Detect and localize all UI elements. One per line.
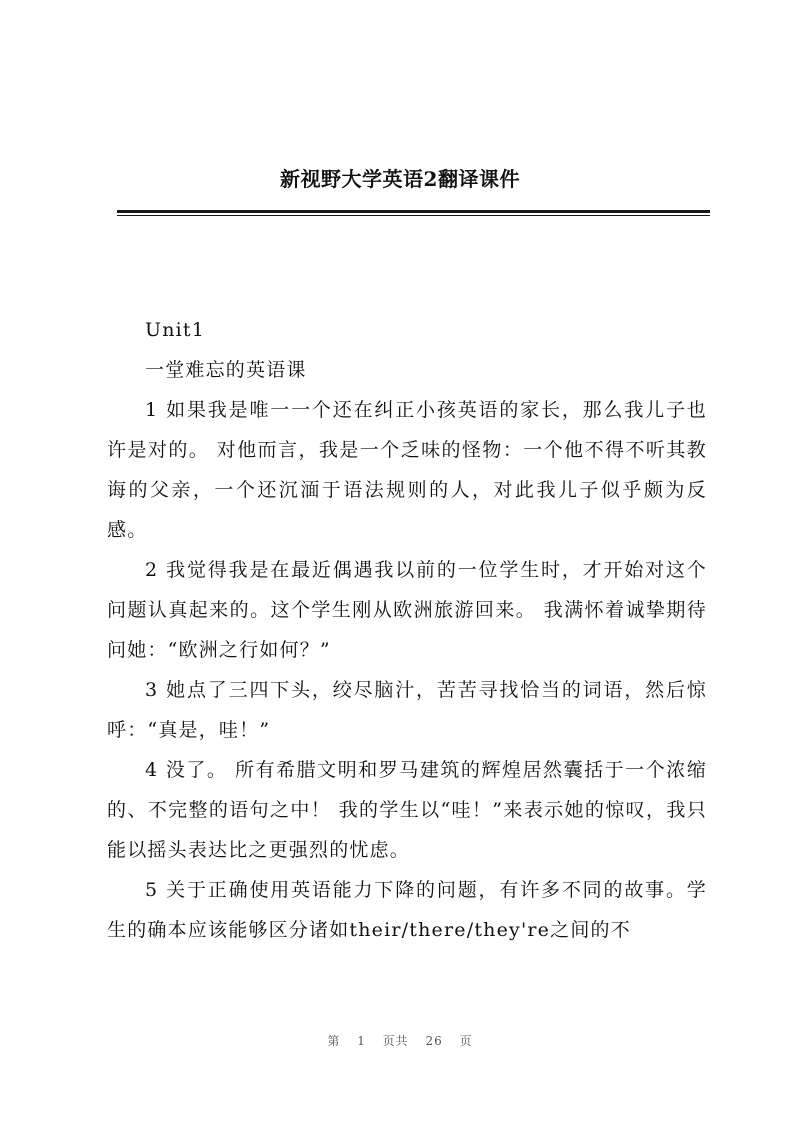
footer-total-pages: 26 bbox=[425, 1034, 443, 1048]
lesson-title: 一堂难忘的英语课 bbox=[145, 359, 307, 381]
paragraph-1: 1 如果我是唯一一个还在纠正小孩英语的家长，那么我儿子也许是对的。 对他而言，我是一个乏味的怪物：一个他不得不听其教诲的父亲，一个还沉湎于语法规则的人，对此我儿子似乎颇为反感。 bbox=[107, 399, 707, 541]
paragraph-2: 2 我觉得我是在最近偶遇我以前的一位学生时，才开始对这个问题认真起来的。这个学生刚从欧洲旅游回来。 我满怀着诚挚期待问她：“欧洲之行如何？” bbox=[107, 559, 707, 661]
page-footer bbox=[0, 1032, 800, 1049]
footer-current-page: 1 bbox=[357, 1034, 366, 1048]
footer-label-end: 页 bbox=[459, 1034, 473, 1048]
paragraph-4: 4 没了。 所有希腊文明和罗马建筑的辉煌居然囊括于一个浓缩的、不完整的语句之中！ 我的学生以“哇！”来表示她的惊叹，我只能以摇头表达比之更强烈的忧虑。 bbox=[107, 759, 707, 861]
footer-label-page: 第 bbox=[327, 1034, 341, 1048]
paragraph-5: 5 关于正确使用英语能力下降的问题，有许多不同的故事。学生的确本应该能够区分诸如their/there/they're之间的不 bbox=[107, 879, 707, 941]
paragraph-3: 3 她点了三四下头，绞尽脑汁，苦苦寻找恰当的词语，然后惊呼：“真是，哇！” bbox=[107, 679, 707, 741]
footer-label-of: 页共 bbox=[382, 1034, 409, 1048]
title-rule-thin bbox=[117, 215, 710, 216]
document-body bbox=[107, 310, 707, 950]
unit-heading: Unit1 bbox=[145, 319, 206, 341]
title-rule-thick bbox=[117, 210, 710, 213]
document-title: 新视野大学英语2翻译课件 bbox=[280, 167, 520, 191]
